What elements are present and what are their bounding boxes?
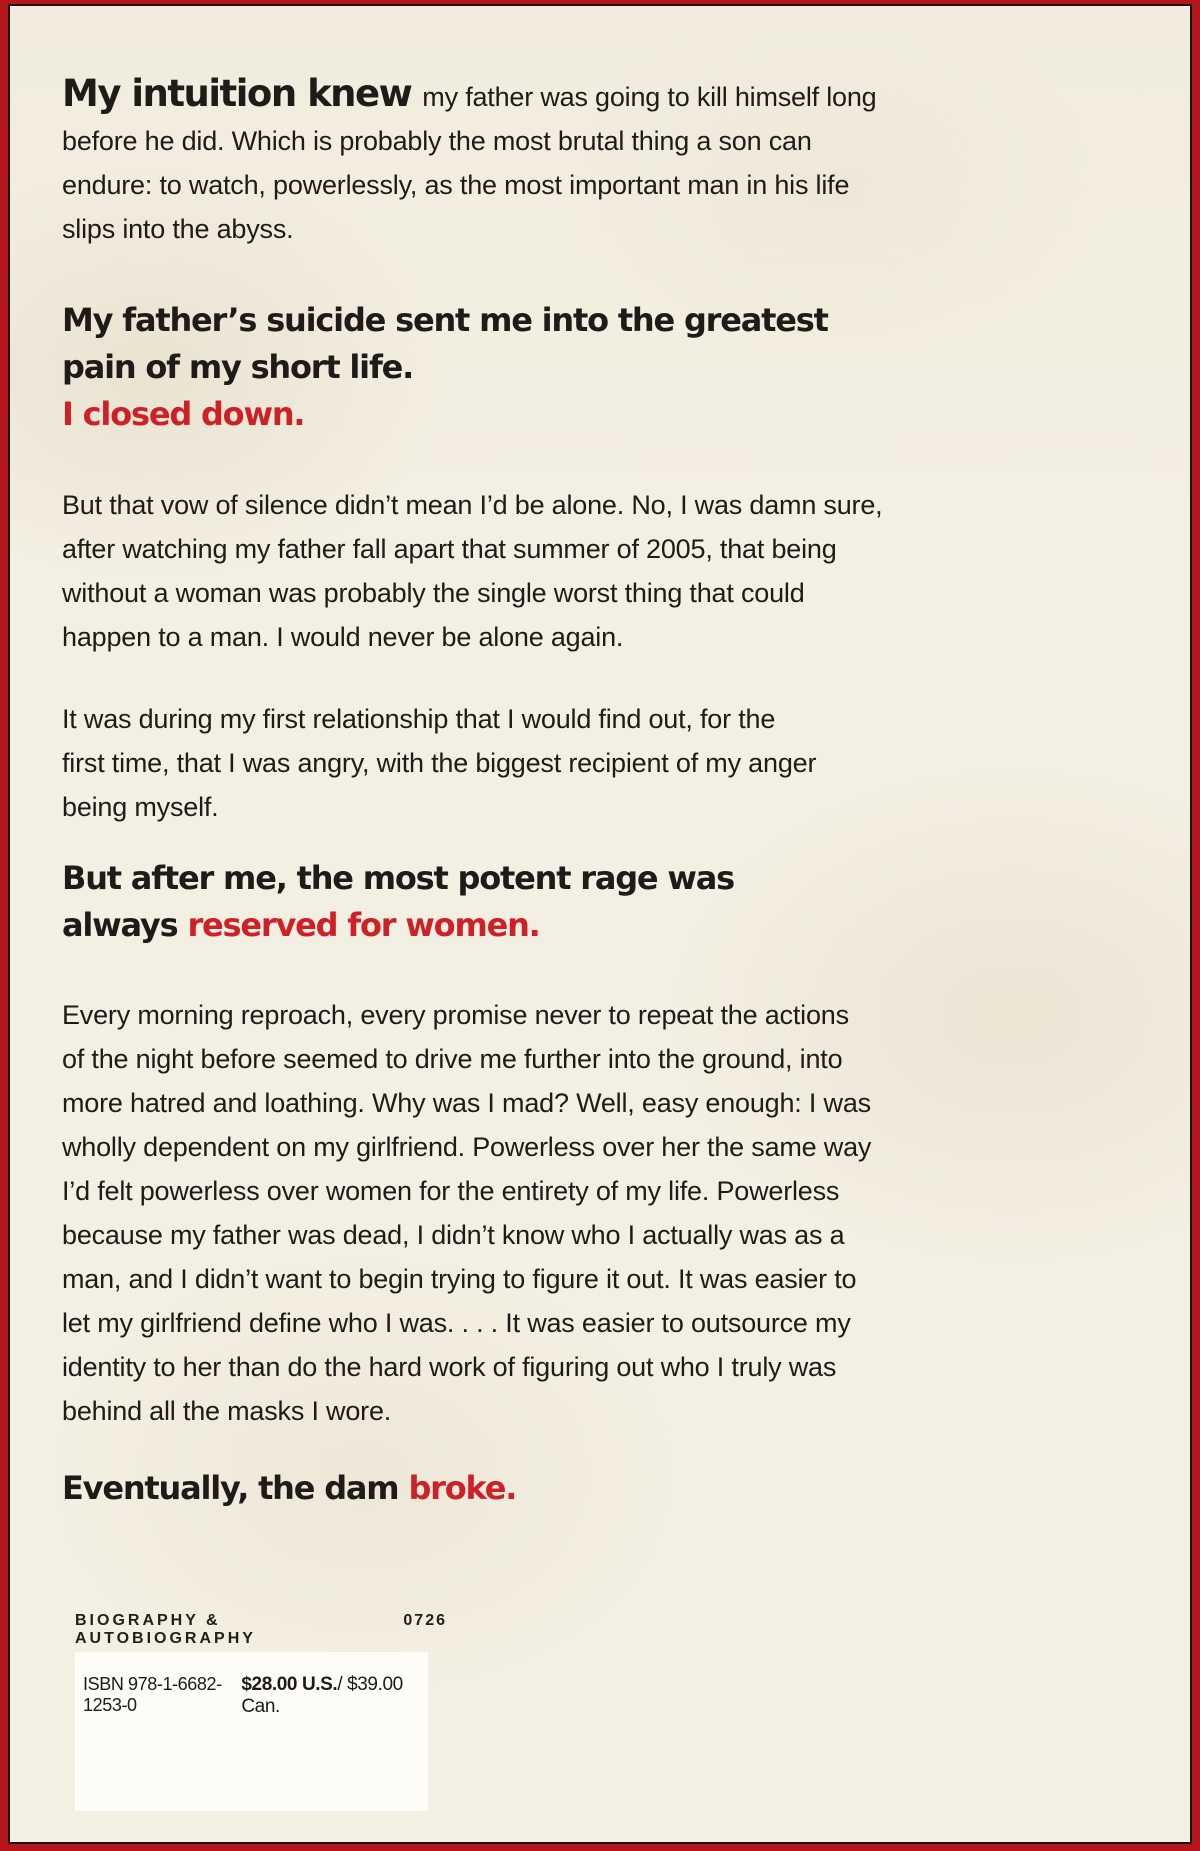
pull-quote-dam	[62, 1465, 1150, 1512]
pull-quote-rage-line2	[62, 902, 1150, 949]
text-line: after watching my father fall apart that summer of 2005, that being	[62, 534, 837, 564]
pull-quote-rage-black-part: always	[62, 906, 178, 944]
opening-lead-display-text: My intuition knew	[62, 72, 412, 115]
footer	[75, 1612, 1150, 1811]
text-line: of the night before seemed to drive me further into the ground, into	[62, 1044, 843, 1074]
pull-quote-rage-red-part: reserved for women.	[187, 906, 540, 944]
price-text	[241, 1674, 410, 1718]
text-line: identity to her than do the hard work of figuring out who I truly was	[62, 1352, 837, 1382]
pull-quote-suicide-line2: pain of my short life.	[62, 348, 414, 386]
text-line: without a woman was probably the single worst thing that could	[62, 578, 805, 608]
isbn-row	[83, 1674, 410, 1718]
opening-line1-rest: my father was going to kill himself long	[422, 82, 877, 112]
printing-code: 0726	[403, 1612, 447, 1629]
price-can: / $39.00 Can.	[241, 1674, 403, 1717]
text-line: first time, that I was angry, with the biggest recipient of my anger	[62, 748, 817, 778]
opening-remaining-lines	[62, 119, 1150, 251]
text-line: more hatred and loathing. Why was I mad? Well, easy enough: I was	[62, 1088, 871, 1118]
text-line: behind all the masks I wore.	[62, 1396, 392, 1426]
text-line: endure: to watch, powerlessly, as the most important man in his life	[62, 170, 850, 200]
pull-quote-dam-line	[62, 1465, 1150, 1512]
text-line: But that vow of silence didn’t mean I’d be alone. No, I was damn sure,	[62, 490, 883, 520]
text-line: because my father was dead, I didn’t know who I actually was as a	[62, 1220, 845, 1250]
body-paragraph-relationship	[62, 697, 1150, 829]
text-line: let my girlfriend define who I was. . . . It was easier to outsource my	[62, 1308, 851, 1338]
text-line: I’d felt powerless over women for the entirety of my life. Powerless	[62, 1176, 840, 1206]
barcode-box	[75, 1652, 428, 1811]
text-line: Every morning reproach, every promise never to repeat the actions	[62, 1000, 849, 1030]
pull-quote-dam-red-part: broke.	[408, 1469, 517, 1507]
pull-quote-rage-line1: But after me, the most potent rage was	[62, 859, 734, 897]
text-line: It was during my first relationship that I would find out, for the	[62, 704, 776, 734]
pull-quote-dam-black-part: Eventually, the dam	[62, 1469, 399, 1507]
pull-quote-suicide	[62, 297, 1150, 438]
pull-quote-suicide-line1: My father’s suicide sent me into the greatest	[62, 301, 828, 339]
body-paragraph-vow	[62, 483, 1150, 659]
text-line: happen to a man. I would never be alone again.	[62, 622, 624, 652]
text-line: slips into the abyss.	[62, 214, 294, 244]
price-us: $28.00 U.S.	[241, 1674, 338, 1695]
category-label: BIOGRAPHY & AUTOBIOGRAPHY	[75, 1612, 256, 1647]
text-line: being myself.	[62, 792, 219, 822]
body-paragraph-reproach	[62, 993, 1150, 1433]
pull-quote-rage	[62, 855, 1150, 949]
opening-paragraph	[62, 72, 1150, 251]
isbn-number: ISBN 978-1-6682-1253-0	[83, 1674, 222, 1715]
text-line: before he did. Which is probably the most brutal thing a son can	[62, 126, 812, 156]
page-background	[8, 4, 1192, 1844]
opening-first-line	[62, 72, 1150, 119]
category-row	[75, 1612, 447, 1648]
pull-quote-closed-down: I closed down.	[62, 395, 305, 433]
text-line: wholly dependent on my girlfriend. Powerless over her the same way	[62, 1132, 872, 1162]
text-line: man, and I didn’t want to begin trying to figure it out. It was easier to	[62, 1264, 857, 1294]
